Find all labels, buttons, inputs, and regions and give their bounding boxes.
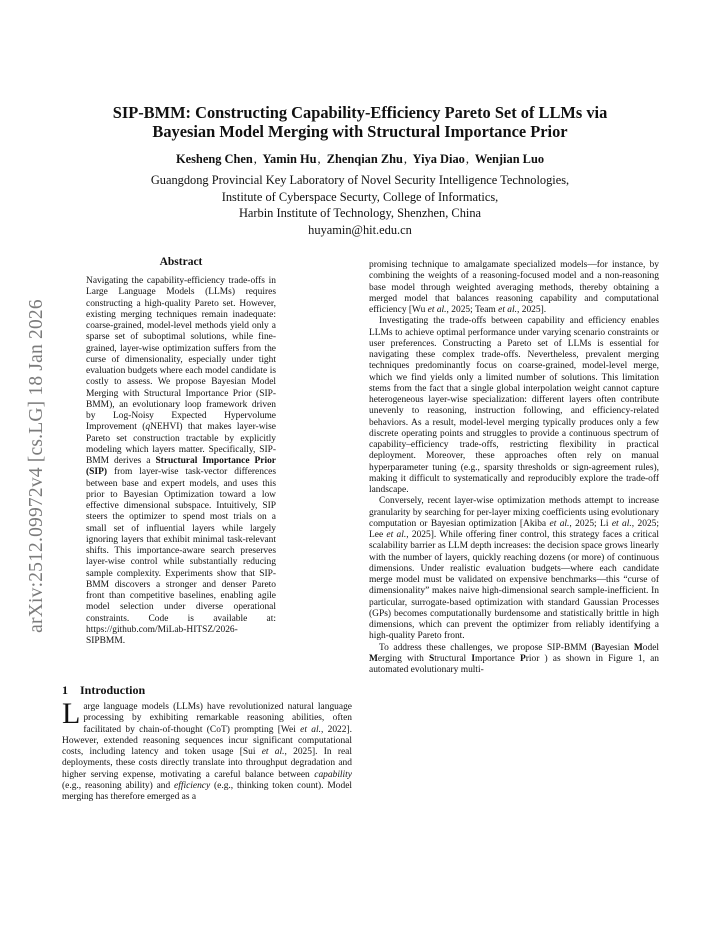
title-line-2: Bayesian Model Merging with Structural Importance Prior [152, 122, 568, 141]
abstract-text-italic: q [145, 422, 151, 433]
body-text-italic: et al. [386, 530, 407, 540]
section-heading-introduction [62, 683, 145, 698]
intro-text: (e.g., reasoning ability) and [62, 780, 175, 791]
section-title: Introduction [80, 683, 146, 697]
right-paragraph-4 [369, 643, 659, 677]
body-text: promising technique to amalgamate specialized models—for instance, by combining the weights of a reasoning-focused model and a non-reasoning base model through weighted averaging methods, thereby obtaining a merged model that balances reasoning capability and computational efficiency [Wu [369, 260, 659, 315]
body-text: To address these challenges, we propose SIP-BMM ( [379, 642, 595, 653]
abstract-heading: Abstract [159, 256, 203, 268]
author-separator: , [253, 152, 257, 166]
body-text-bold: P [519, 653, 526, 664]
right-paragraph-3 [369, 496, 659, 642]
intro-text-italic: capability [314, 769, 352, 780]
author-separator: , [403, 152, 407, 166]
author-list [80, 152, 640, 167]
abstract-body [86, 276, 276, 647]
author-separator: , [317, 152, 321, 166]
abstract-text: from layer-wise task-vector differences between base and expert models, and uses this prior to Bayesian Optimization toward a low effective dimensional subspace. Intuitively, SIP steers the optimizer to spend most trials on a small set of influential layers while largely ignoring layers that exhibit minimal task-relevant shifts. This importance-aware search preserves layer-wise control while substantially reducing sample complexity. Experiments show that SIP-BMM discovers a stronger and denser Pareto front than competitive baselines, enabling agile model selection under diverse operational constraints. Code is available at: https://github.com/MiLab-HITSZ/2026-SIPBMM. [86, 467, 276, 646]
body-text: erging with [377, 653, 429, 664]
arxiv-stamp [22, 262, 52, 670]
body-text: mportance [475, 653, 520, 664]
introduction-body [62, 697, 353, 803]
affiliation-block [80, 172, 640, 238]
intro-text: (e.g., thinking token count). Model merging has therefore emerged as a [62, 780, 353, 802]
body-text: , 2025]. While offering finer control, this strategy faces a critical scalability barrier as LLM depth increases: the decision space grows linearly with the number of layers, quickly reaching dozens (or more) of continuous dimensions. Under realistic evaluation budgets—where each candidate merge model must be validated on expensive benchmarks—this “curse of dimensionality” makes naive high-dimensional search sample-inefficient. In particular, surrogate-based optimization with standard Gaussian Processes (GPs) becomes computationally burdensome and statistically brittle in high dimensions, which can prevent the optimizer from reliably identifying a high-quality Pareto front. [369, 530, 659, 642]
title-line-1: SIP-BMM: Constructing Capability-Efficiency Pareto Set of LLMs via [112, 103, 608, 122]
body-text: , 2025; Li [569, 518, 612, 529]
body-text-bold: M [369, 653, 378, 664]
body-text: rior ) as shown in Figure 1, an automated evolutionary multi- [369, 653, 660, 675]
abstract-text-bold: Structural Importance Prior (SIP) [86, 456, 276, 478]
right-column [369, 260, 659, 676]
arxiv-id: arXiv:2512.09972v4 [cs.LG] 18 Jan 2026 [26, 299, 48, 633]
body-text-italic: et al. [611, 518, 632, 529]
author: Yiya Diao [412, 152, 465, 166]
body-text: , 2025]. [517, 305, 547, 315]
body-text: ayesian [600, 642, 634, 653]
intro-text-italic: et al. [261, 747, 285, 757]
body-text-italic: et al. [427, 305, 447, 315]
body-text: , 2025; Lee [369, 518, 659, 540]
body-text-bold: M [633, 642, 643, 653]
right-paragraph-1 [369, 260, 659, 316]
body-text: Conversely, recent layer-wise optimization methods attempt to increase granularity by searching for per-layer mixing coefficients using evolutionary computation or Bayesian optimization [Akiba [369, 496, 659, 529]
author: Wenjian Luo [474, 152, 545, 166]
author-separator: , [465, 152, 469, 166]
drop-cap: L [62, 697, 81, 730]
body-text: , 2025; Team [446, 305, 499, 315]
author: Zhenqian Zhu [326, 152, 403, 166]
right-paragraph-2 [369, 316, 659, 496]
body-text-bold: S [428, 653, 435, 664]
body-text-italic: et al. [549, 518, 570, 529]
body-text-bold: B [594, 642, 601, 653]
body-text: odel [642, 642, 659, 653]
intro-paragraph [62, 697, 353, 803]
author: Yamin Hu [262, 152, 317, 166]
abstract-text: NEHVI) that makes layer-wise Pareto set construction tractable by explicitly modeling which layers matter. Specifically, SIP-BMM derives a [86, 422, 276, 466]
affiliation-line: Harbin Institute of Technology, Shenzhen, China [238, 206, 482, 221]
affiliation-line: Institute of Cyberspace Securty, College of Informatics, [221, 189, 499, 204]
paper-title [80, 103, 640, 141]
body-text: tructural [434, 653, 472, 664]
author: Kesheng Chen [175, 152, 253, 166]
body-text-italic: et al. [498, 305, 518, 315]
section-number: 1 [62, 683, 68, 697]
affiliation-line: Guangdong Provincial Key Laboratory of Novel Security Intelligence Technologies, [150, 173, 570, 187]
contact-email: huyamin@hit.edu.cn [308, 222, 412, 237]
intro-text: , 2022]. However, extended reasoning sequences incur significant computational costs, including latency and token usage [Sui [62, 724, 352, 757]
intro-text-italic: efficiency [174, 780, 211, 791]
intro-text: arge language models (LLMs) have revolutionized natural language processing by exhibiting remarkable reasoning abilities, often facilitated by chain-of-thought (CoT) prompting [Wei [83, 702, 352, 735]
abstract-paragraph [86, 276, 276, 647]
intro-text-italic: et al. [300, 724, 321, 735]
abstract-text: Navigating the capability-efficiency trade-offs in Large Language Models (LLMs) requires constructing a high-quality Pareto set. However, existing merging techniques remain inadequate: coarse-grained, model-level methods yield only a sparse set of suboptimal solutions, while fine-grained, layer-wise optimization suffers from the curse of dimensionality, especially under tight evaluation budgets where each model candidate is costly to assess. We propose Bayesian Model Merging with Structural Importance Prior (SIP-BMM), an evolutionary loop framework driven by Log-Noisy Expected Hypervolume Improvement ( [86, 276, 276, 433]
intro-text: , 2025]. In real deployments, these costs directly translate into throughput degradation and higher serving expense, motivating a careful balance between [62, 747, 352, 780]
body-text-bold: I [471, 653, 475, 664]
body-text: Investigating the trade-offs between capability and efficiency enables LLMs to achieve optimal performance under varying scenario constraints or user preferences. Constructing a Pareto set of LLMs is essential for navigating these complex trade-offs. Nevertheless, prevalent merging techniques predominantly focus on coarse-grained, model-level merge, which we find yields only a limited number of solutions. This limitation stems from the fact that a single global interpolation weight cannot capture heterogeneous layer-wise specialization: different layers often contribute unevenly to reasoning, instruction following, and efficiency-related behaviors. As a result, model-level merging typically produces only a few discrete operating points and struggles to provide a continuous spectrum of capability–efficiency trade-offs, restricting flexibility in practical deployment. Moreover, these approaches often rely on manual hyperparameter tuning (e.g., sparsity thresholds or sign-agreement rules), making it difficult to systematically and reproducibly explore the trade-off landscape. [369, 316, 659, 495]
